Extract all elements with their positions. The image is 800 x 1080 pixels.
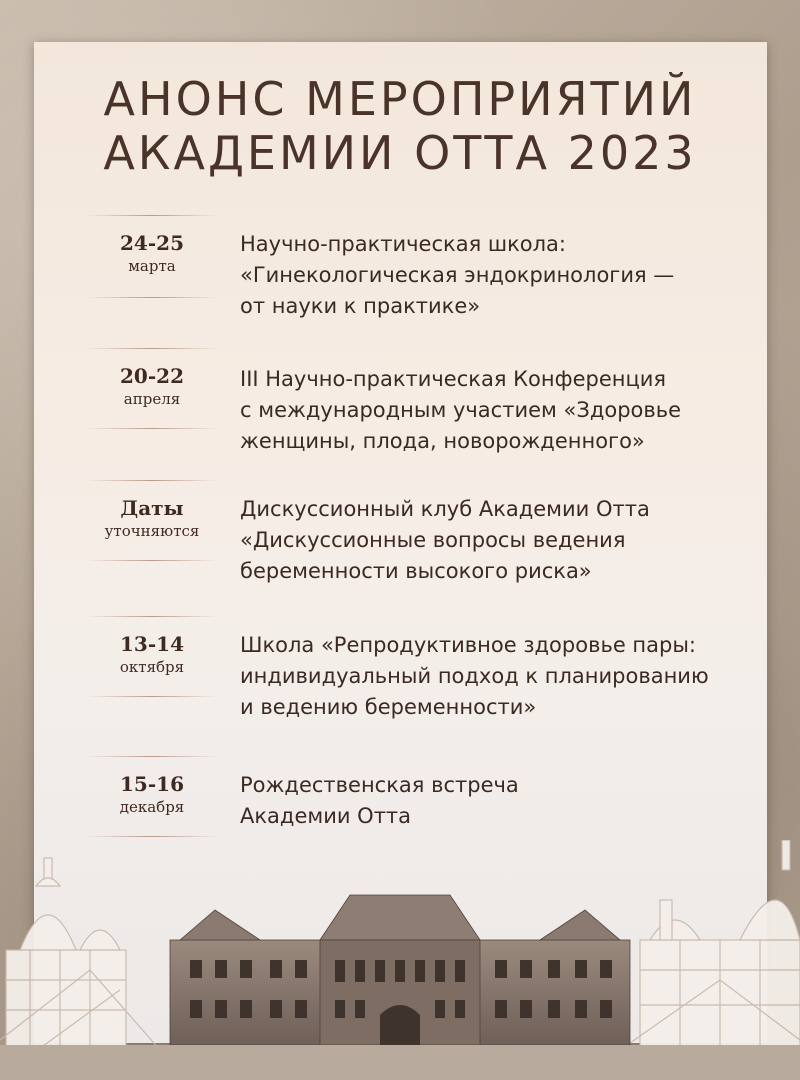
divider: [86, 616, 218, 617]
event-description: [240, 364, 760, 457]
left-city-line-art: [0, 858, 160, 1070]
event-description-line: беременности высокого риска»: [240, 559, 592, 583]
event-date: 24-25: [120, 231, 184, 255]
divider: [86, 696, 218, 697]
divider: [86, 215, 218, 216]
event-description: [240, 630, 760, 723]
event-description-line: и ведению беременности»: [240, 695, 537, 719]
divider: [86, 297, 218, 298]
right-city-line-art: [620, 840, 800, 1050]
event-date: 20-22: [120, 364, 184, 388]
event-description: [240, 229, 760, 322]
event-description-line: Академии Отта: [240, 804, 412, 828]
event-date: Даты: [120, 496, 184, 520]
academy-building-illustration: [0, 840, 800, 1080]
event-month: марта: [128, 257, 176, 275]
event-description: [240, 494, 760, 587]
page-title-line-2: АКАДЕМИИ ОТТА 2023: [103, 126, 697, 180]
divider: [86, 428, 218, 429]
academy-building: [170, 895, 630, 1045]
ground-strip: [0, 1045, 800, 1080]
event-date: 15-16: [120, 772, 184, 796]
divider: [86, 480, 218, 481]
event-description-line: Рождественская встреча: [240, 773, 519, 797]
page-title-line-1: АНОНС МЕРОПРИЯТИЙ: [103, 72, 697, 126]
event-description-line: «Дискуссионные вопросы ведения: [240, 528, 626, 552]
divider: [86, 836, 218, 837]
event-description-line: Дискуссионный клуб Академии Отта: [240, 497, 650, 521]
event-description: [240, 770, 760, 832]
event-description-line: «Гинекологическая эндокринология —: [240, 263, 675, 287]
event-description-line: III Научно-практическая Конференция: [240, 367, 667, 391]
event-description-line: индивидуальный подход к планированию: [240, 664, 709, 688]
event-month: уточняются: [104, 522, 200, 540]
event-description-line: женщины, плода, новорожденного»: [240, 429, 645, 453]
divider: [86, 560, 218, 561]
event-month: апреля: [123, 390, 181, 408]
event-month: октября: [119, 658, 185, 676]
event-description-line: Научно-практическая школа:: [240, 232, 566, 256]
event-description-line: от науки к практике»: [240, 294, 481, 318]
event-description-line: с международным участием «Здоровье: [240, 398, 682, 422]
divider: [86, 756, 218, 757]
event-date: 13-14: [120, 632, 184, 656]
divider: [86, 348, 218, 349]
event-month: декабря: [119, 798, 185, 816]
event-description-line: Школа «Репродуктивное здоровье пары:: [240, 633, 697, 657]
